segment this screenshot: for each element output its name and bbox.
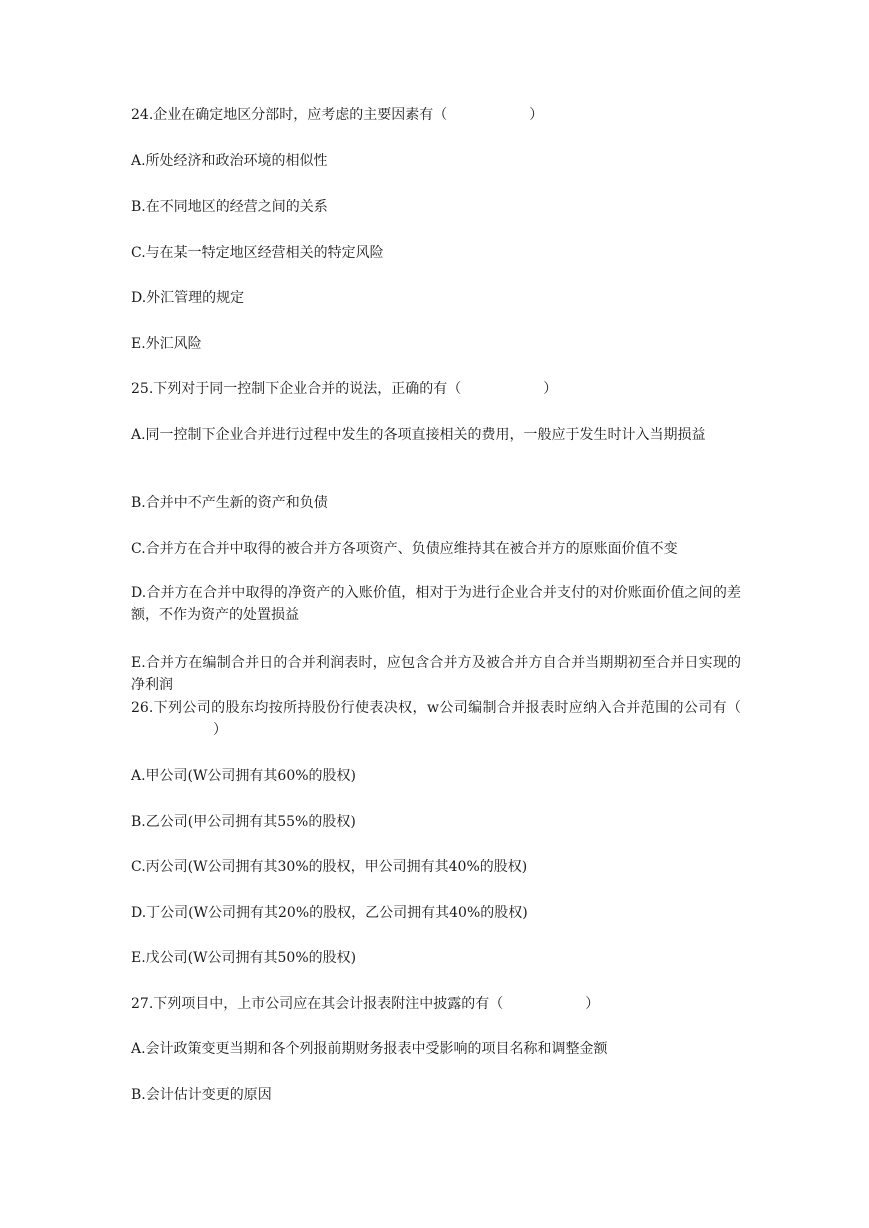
question-25-option-e: E.合并方在编制合并日的合并利润表时，应包含合并方及被合并方自合并当期期初至合并日实现的净利润 (131, 655, 741, 693)
question-24-stem (131, 104, 751, 126)
question-24-close: ） (529, 107, 544, 123)
question-26-option-e: E.戊公司(W公司拥有其50%的股权) (131, 950, 357, 966)
question-25-close: ） (543, 381, 558, 397)
question-27-option-a: A.会计政策变更当期和各个列报前期财务报表中受影响的项目名称和调整金额 (131, 1041, 608, 1057)
question-24-option-e: E.外汇风险 (131, 336, 202, 352)
question-24-option-b: B.在不同地区的经营之间的关系 (131, 199, 328, 215)
question-25-option-c: C.合并方在合并中取得的被合并方各项资产、负债应维持其在被合并方的原账面价值不变 (131, 541, 678, 557)
question-26-option-d: D.丁公司(W公司拥有其20%的股权，乙公司拥有其40%的股权) (131, 905, 528, 921)
question-24-option-d: D.外汇管理的规定 (131, 290, 245, 306)
question-25-text: 25.下列对于同一控制下企业合并的说法，正确的有（ (131, 381, 462, 397)
question-25-option-b: B.合并中不产生新的资产和负债 (131, 495, 328, 511)
question-24-option-a: A.所处经济和政治环境的相似性 (131, 153, 328, 169)
question-25-stem (131, 378, 751, 400)
question-27-option-b: B.会计估计变更的原因 (131, 1087, 272, 1103)
question-25-option-d: D.合并方在合并中取得的净资产的入账价值，相对于为进行企业合并支付的对价账面价值之间的差额，不作为资产的处置损益 (131, 585, 741, 623)
question-26-option-c: C.丙公司(W公司拥有其30%的股权，甲公司拥有其40%的股权) (131, 859, 528, 875)
question-26-option-b: B.乙公司(甲公司拥有其55%的股权) (131, 814, 356, 830)
question-27-stem (131, 993, 751, 1015)
question-26-option-a: A.甲公司(W公司拥有其60%的股权) (131, 768, 356, 784)
question-24-option-c: C.与在某一特定地区经营相关的特定风险 (131, 245, 384, 261)
question-26-close: ） (213, 722, 227, 738)
question-26-text: 26.下列公司的股东均按所持股份行使表决权，w公司编制合并报表时应纳入合并范围的公司有（ (131, 700, 741, 716)
question-25-option-a: A.同一控制下企业合并进行过程中发生的各项直接相关的费用，一般应于发生时计入当期损益 (131, 427, 706, 443)
question-24-text: 24.企业在确定地区分部时，应考虑的主要因素有（ (131, 107, 448, 123)
question-26-stem (131, 697, 741, 741)
question-27-close: ） (585, 996, 600, 1012)
question-27-text: 27.下列项目中，上市公司应在其会计报表附注中披露的有（ (131, 996, 504, 1012)
